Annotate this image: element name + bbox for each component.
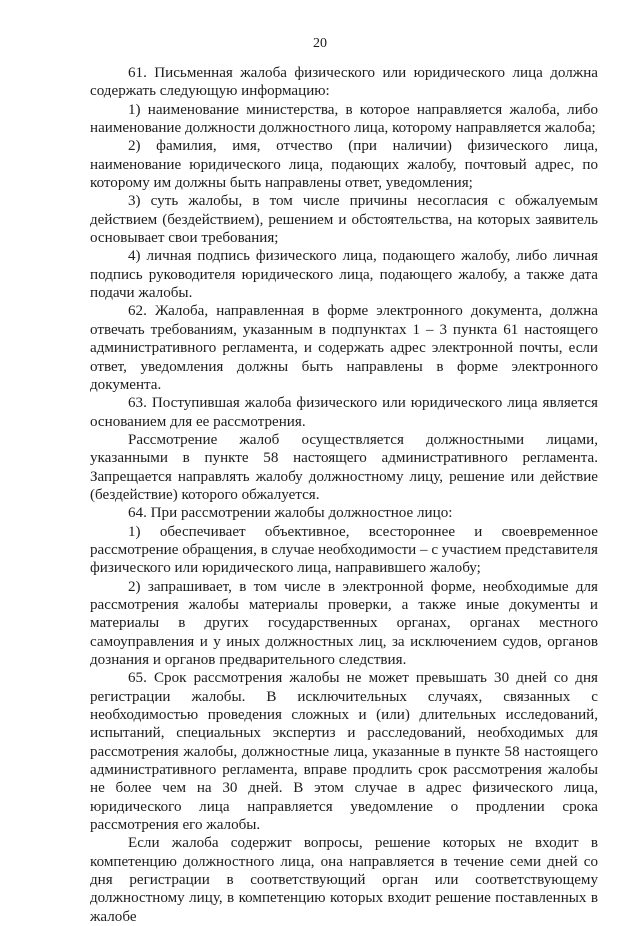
paragraph-64-item-1: 1) обеспечивает объективное, всестороннее и своевременное рассмотрение обращения, в случае необходимости – с участием представителя физического или юридического лица, направившего жалобу; — [90, 523, 598, 577]
paragraph-63: 63. Поступившая жалоба физического или юридического лица является основанием для ее рассмотрения. — [90, 395, 598, 430]
document-body — [90, 64, 598, 926]
paragraph-62: 62. Жалоба, направленная в форме электронного документа, должна отвечать требованиям, указанным в подпунктах 1 – 3 пункта 61 настоящего административного регламента, и содержать адрес электронной почты, если ответ, уведомления должны быть направлены в форме электронного документа. — [90, 303, 598, 393]
paragraph-65: 65. Срок рассмотрения жалобы не может превышать 30 дней со дня регистрации жалобы. В исключительных случаях, связанных с необходимостью проведения сложных и (или) длительных исследований, испытаний, специальных экспертиз и расследований, необходимых для рассмотрения жалобы, должностные лица, указанные в пункте 58 настоящего административного регламента, вправе продлить срок рассмотрения жалобы не более чем на 30 дней. В этом случае в адрес физического лица, юридического лица направляется уведомление о продлении срока рассмотрения его жалобы. — [90, 670, 598, 834]
paragraph-63-review: Рассмотрение жалоб осуществляется должностными лицами, указанными в пункте 58 настоящего административного регламента. Запрещается направлять жалобу должностному лицу, решение или действие (бездействие) которого обжалуется. — [90, 431, 598, 503]
paragraph-61-item-3: 3) суть жалобы, в том числе причины несогласия с обжалуемым действием (бездействием), решением и обстоятельства, на которых заявитель основывает свои требования; — [90, 193, 598, 247]
paragraph-64-item-2: 2) запрашивает, в том числе в электронной форме, необходимые для рассмотрения жалобы материалы проверки, а также иные документы и материалы в других государственных органах, органах местного самоуправления и у иных должностных лиц, за исключением судов, органов дознания и органов предварительного следствия. — [90, 578, 598, 668]
paragraph-61-item-4: 4) личная подпись физического лица, подающего жалобу, либо личная подпись руководителя юридического лица, подающего жалобу, а также дата подачи жалобы. — [90, 248, 598, 302]
paragraph-61-intro: 61. Письменная жалоба физического или юридического лица должна содержать следующую информацию: — [90, 65, 598, 100]
paragraph-61-item-1: 1) наименование министерства, в которое направляется жалоба, либо наименование должности должностного лица, которому направляется жалоба; — [90, 101, 598, 137]
page-number: 20 — [313, 36, 327, 51]
paragraph-64-intro: 64. При рассмотрении жалобы должностное лицо: — [128, 505, 453, 522]
paragraph-65-redirect: Если жалоба содержит вопросы, решение которых не входит в компетенцию должностного лица, она направляется в течение семи дней со дня регистрации в соответствующий орган или соответствующему должностному лицу, в компетенцию которых входит решение поставленных в жалобе — [90, 835, 598, 925]
paragraph-61-item-2: 2) фамилия, имя, отчество (при наличии) физического лица, наименование юридического лица, подающих жалобу, почтовый адрес, по которому им должны быть направлены ответ, уведомления; — [90, 138, 598, 192]
